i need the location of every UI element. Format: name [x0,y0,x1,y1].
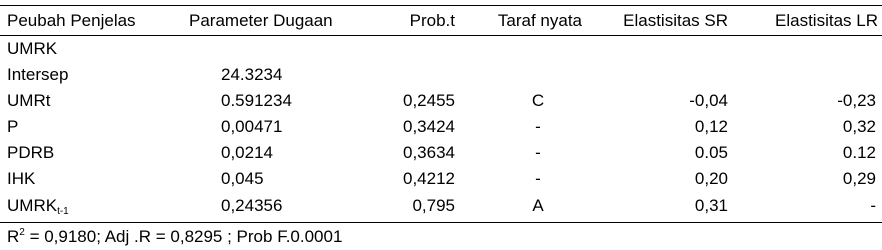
taraf-value: - [535,169,541,188]
header-row [0,8,882,34]
table-row [0,166,882,192]
param-value: 0,00471 [221,117,283,136]
section-label: UMRK [7,39,58,58]
header-parameter: Parameter Dugaan [189,11,333,30]
header-peubah: Peubah Penjelas [7,11,136,30]
prob-value: 0,2455 [403,91,455,110]
model-statistics [7,225,342,249]
sr-value: 0,12 [694,117,728,136]
param-value: 24.3234 [221,65,283,84]
var-base: UMRK [7,196,58,215]
param-value: 0,045 [221,169,264,188]
lr-value: 0,29 [842,169,876,188]
lr-value: - [870,196,876,215]
var-subscript: t-1 [57,206,69,217]
r-squared-base: R [7,227,20,246]
bottom-rule [0,222,882,223]
taraf-value: - [535,117,541,136]
var-name: UMRt [7,91,51,110]
param-value: 0.591234 [221,91,292,110]
lr-value: 0,32 [842,117,876,136]
sr-value: 0,20 [694,169,728,188]
prob-value: 0,3424 [403,117,455,136]
table-row [0,140,882,166]
table-row [0,193,882,219]
prob-value: 0,3634 [403,143,455,162]
table-row [0,88,882,114]
header-sr: Elastisitas SR [623,11,728,30]
header-taraf: Taraf nyata [497,11,582,30]
prob-value: 0,4212 [403,169,455,188]
section-row [0,36,882,62]
taraf-value: - [535,143,541,162]
taraf-value: A [532,196,544,215]
taraf-value: C [531,91,545,110]
table-row [0,114,882,140]
sr-value: 0,31 [694,196,728,215]
r-squared-sup: 2 [19,227,25,238]
header-lr: Elastisitas LR [775,11,878,30]
statistics-text: = 0,9180; Adj .R = 0,8295 ; Prob F.0.0001 [24,227,343,246]
var-name: Intersep [7,65,69,84]
var-name [7,193,69,219]
sr-value: 0.05 [694,143,728,162]
var-name: P [7,117,19,136]
prob-value: 0,795 [412,196,455,215]
var-name: IHK [7,169,36,188]
var-name: PDRB [7,143,55,162]
param-value: 0,0214 [221,143,273,162]
top-rule [0,5,882,6]
lr-value: 0.12 [842,143,876,162]
lr-value: -0,23 [837,91,876,110]
header-prob: Prob.t [409,11,455,30]
param-value: 0,24356 [221,196,283,215]
table-row [0,62,882,88]
sr-value: -0,04 [689,91,728,110]
